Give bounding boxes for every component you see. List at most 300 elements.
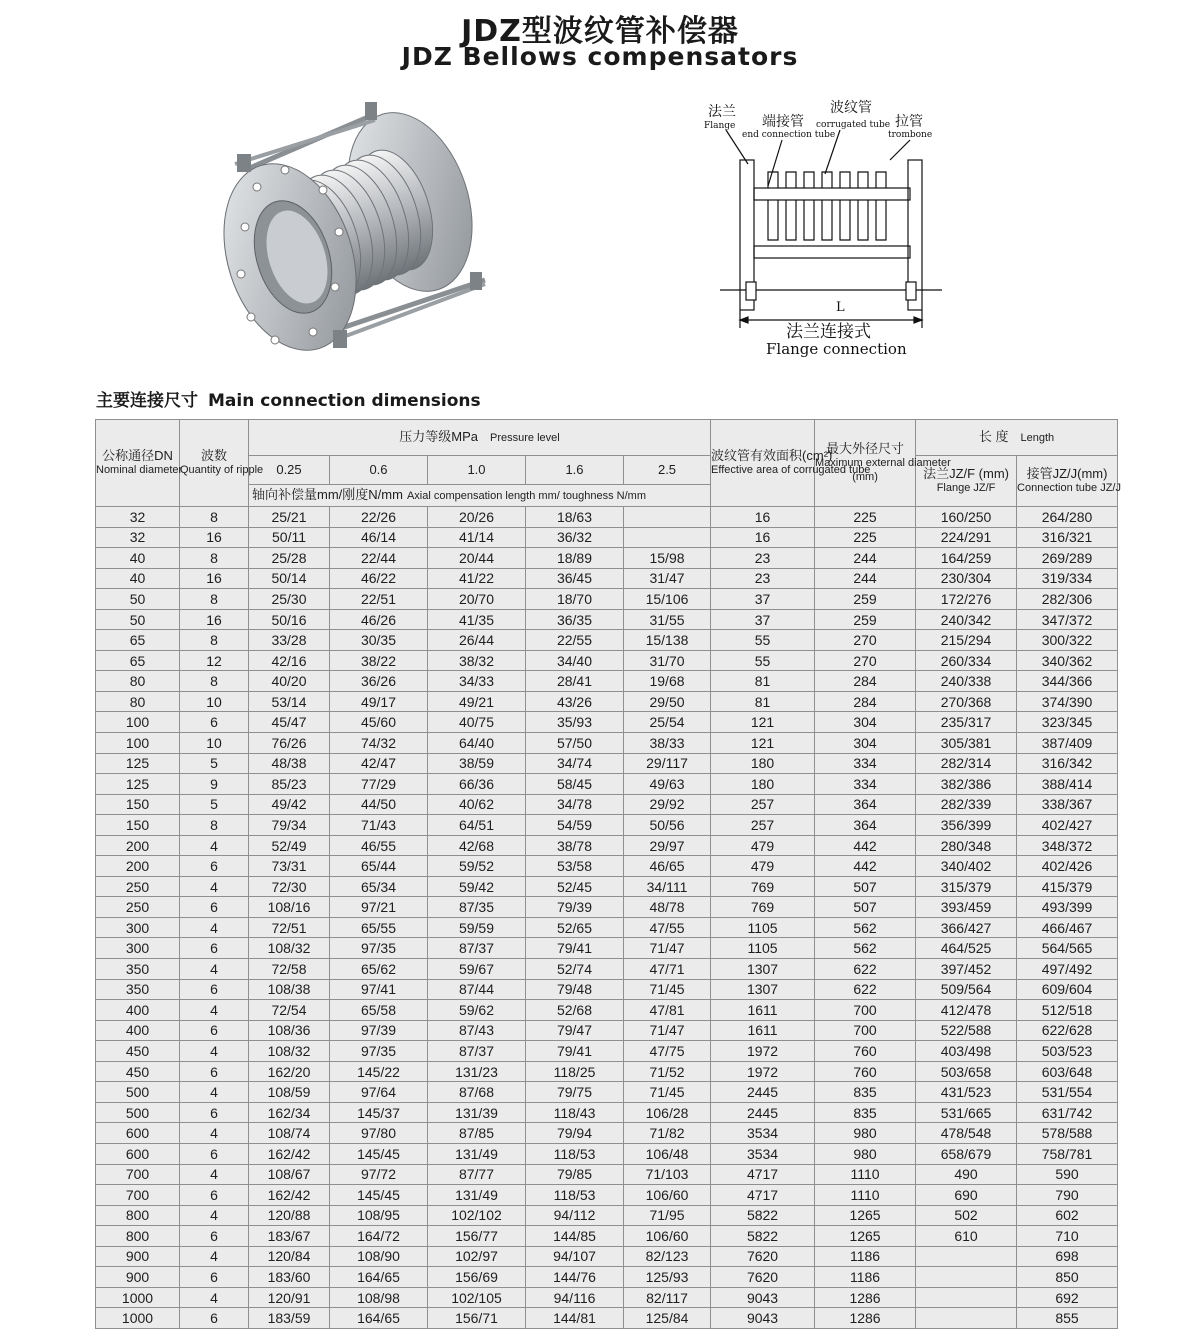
table-cell: 30/35	[330, 630, 428, 651]
table-cell: 315/379	[916, 876, 1017, 897]
table-row	[96, 1102, 1118, 1123]
header-pressure-1: 0.6	[330, 456, 428, 485]
table-cell: 108/38	[249, 979, 330, 1000]
table-cell: 59/59	[428, 917, 526, 938]
table-cell: 150	[96, 794, 180, 815]
table-cell: 4	[180, 1041, 249, 1062]
table-cell: 348/372	[1017, 835, 1118, 856]
table-row	[96, 815, 1118, 836]
table-cell: 164/259	[916, 548, 1017, 569]
table-cell: 22/26	[330, 507, 428, 528]
table-cell: 76/26	[249, 733, 330, 754]
table-cell: 1110	[815, 1185, 916, 1206]
table-cell: 603/648	[1017, 1061, 1118, 1082]
table-cell: 6	[180, 1185, 249, 1206]
table-cell: 6	[180, 1102, 249, 1123]
table-cell: 700	[815, 1000, 916, 1021]
table-cell: 698	[1017, 1246, 1118, 1267]
table-cell: 25/30	[249, 589, 330, 610]
table-row	[96, 589, 1118, 610]
table-cell: 356/399	[916, 815, 1017, 836]
table-cell: 156/69	[428, 1267, 526, 1288]
table-cell: 42/68	[428, 835, 526, 856]
table-cell: 478/548	[916, 1123, 1017, 1144]
table-cell	[916, 1267, 1017, 1288]
table-cell: 340/402	[916, 856, 1017, 877]
table-cell: 15/138	[624, 630, 711, 651]
table-cell: 49/42	[249, 794, 330, 815]
table-cell: 503/523	[1017, 1041, 1118, 1062]
table-row	[96, 1000, 1118, 1021]
table-cell: 66/36	[428, 774, 526, 795]
table-cell: 125	[96, 753, 180, 774]
table-cell: 41/14	[428, 527, 526, 548]
table-cell: 347/372	[1017, 609, 1118, 630]
header-dn: 公称通径DN Nominal diameter	[96, 420, 180, 507]
table-cell: 106/60	[624, 1185, 711, 1206]
table-row	[96, 1185, 1118, 1206]
table-cell: 497/492	[1017, 959, 1118, 980]
table-cell: 631/742	[1017, 1102, 1118, 1123]
table-cell: 53/14	[249, 691, 330, 712]
label-end-tube-cn: 端接管	[762, 114, 804, 130]
table-cell: 509/564	[916, 979, 1017, 1000]
table-cell: 270	[815, 630, 916, 651]
table-cell: 382/386	[916, 774, 1017, 795]
table-cell: 162/20	[249, 1061, 330, 1082]
label-flange-cn: 法兰	[708, 104, 736, 120]
section-title-cn: 主要连接尺寸	[96, 391, 198, 411]
table-cell: 658/679	[916, 1143, 1017, 1164]
table-cell: 65	[96, 650, 180, 671]
table-row	[96, 774, 1118, 795]
table-cell: 22/44	[330, 548, 428, 569]
table-row	[96, 568, 1118, 589]
table-cell: 6	[180, 1143, 249, 1164]
table-cell: 6	[180, 897, 249, 918]
table-cell: 52/74	[526, 959, 624, 980]
table-cell: 602	[1017, 1205, 1118, 1226]
table-cell: 10	[180, 733, 249, 754]
table-row	[96, 938, 1118, 959]
table-cell: 790	[1017, 1185, 1118, 1206]
table-cell: 46/26	[330, 609, 428, 630]
table-cell: 855	[1017, 1308, 1118, 1329]
table-cell: 305/381	[916, 733, 1017, 754]
table-cell: 162/34	[249, 1102, 330, 1123]
table-cell: 40/75	[428, 712, 526, 733]
table-cell: 1000	[96, 1287, 180, 1308]
table-row	[96, 1041, 1118, 1062]
table-cell: 9043	[711, 1308, 815, 1329]
table-cell: 97/35	[330, 1041, 428, 1062]
table-cell: 1105	[711, 938, 815, 959]
table-cell: 257	[711, 815, 815, 836]
table-cell: 164/65	[330, 1267, 428, 1288]
table-cell: 125/84	[624, 1308, 711, 1329]
table-cell: 100	[96, 712, 180, 733]
table-cell	[916, 1308, 1017, 1329]
table-cell: 1972	[711, 1061, 815, 1082]
table-cell: 7620	[711, 1246, 815, 1267]
table-cell: 4	[180, 1123, 249, 1144]
table-cell: 323/345	[1017, 712, 1118, 733]
table-cell: 364	[815, 815, 916, 836]
table-cell: 980	[815, 1143, 916, 1164]
table-cell: 121	[711, 733, 815, 754]
table-cell: 564/565	[1017, 938, 1118, 959]
header-length: 长 度 Length	[916, 420, 1118, 456]
header-ripple: 波数 Quantity of ripple	[180, 420, 249, 507]
table-cell: 97/64	[330, 1082, 428, 1103]
table-cell: 87/37	[428, 938, 526, 959]
table-cell: 145/45	[330, 1143, 428, 1164]
table-row	[96, 753, 1118, 774]
table-cell: 2445	[711, 1102, 815, 1123]
table-row	[96, 630, 1118, 651]
table-cell: 65/34	[330, 876, 428, 897]
table-cell: 531/665	[916, 1102, 1017, 1123]
table-cell: 316/321	[1017, 527, 1118, 548]
table-cell: 37	[711, 589, 815, 610]
table-cell: 36/26	[330, 671, 428, 692]
table-cell: 72/30	[249, 876, 330, 897]
table-cell: 4	[180, 959, 249, 980]
table-cell	[916, 1246, 1017, 1267]
table-cell: 87/68	[428, 1082, 526, 1103]
table-cell: 108/36	[249, 1020, 330, 1041]
table-cell: 34/78	[526, 794, 624, 815]
table-cell: 145/22	[330, 1061, 428, 1082]
table-cell: 50/56	[624, 815, 711, 836]
table-cell: 108/98	[330, 1287, 428, 1308]
table-cell: 180	[711, 753, 815, 774]
table-cell: 200	[96, 835, 180, 856]
table-cell: 284	[815, 671, 916, 692]
table-cell: 118/53	[526, 1143, 624, 1164]
table-cell: 4	[180, 1082, 249, 1103]
table-cell: 25/54	[624, 712, 711, 733]
table-cell: 118/53	[526, 1185, 624, 1206]
table-row	[96, 1267, 1118, 1288]
table-cell: 180	[711, 774, 815, 795]
table-cell: 40	[96, 548, 180, 569]
table-cell: 760	[815, 1041, 916, 1062]
table-cell: 366/427	[916, 917, 1017, 938]
table-cell: 79/41	[526, 1041, 624, 1062]
table-cell: 81	[711, 691, 815, 712]
table-cell: 240/342	[916, 609, 1017, 630]
table-cell: 200	[96, 856, 180, 877]
table-cell: 74/32	[330, 733, 428, 754]
table-cell: 79/47	[526, 1020, 624, 1041]
table-cell: 334	[815, 753, 916, 774]
table-cell: 4	[180, 1205, 249, 1226]
table-cell: 235/317	[916, 712, 1017, 733]
table-cell: 431/523	[916, 1082, 1017, 1103]
table-row	[96, 671, 1118, 692]
table-cell: 6	[180, 712, 249, 733]
table-row	[96, 712, 1118, 733]
table-cell: 34/74	[526, 753, 624, 774]
table-cell: 10	[180, 691, 249, 712]
table-cell: 48/78	[624, 897, 711, 918]
table-cell: 5	[180, 794, 249, 815]
table-cell: 50/14	[249, 568, 330, 589]
table-row	[96, 1226, 1118, 1247]
table-cell: 490	[916, 1164, 1017, 1185]
table-cell: 6	[180, 1226, 249, 1247]
table-cell: 835	[815, 1082, 916, 1103]
table-cell: 15/98	[624, 548, 711, 569]
table-cell: 387/409	[1017, 733, 1118, 754]
table-cell: 71/82	[624, 1123, 711, 1144]
table-cell: 38/59	[428, 753, 526, 774]
table-cell: 500	[96, 1082, 180, 1103]
table-cell: 156/77	[428, 1226, 526, 1247]
table-cell: 46/65	[624, 856, 711, 877]
table-cell: 79/94	[526, 1123, 624, 1144]
table-cell: 94/107	[526, 1246, 624, 1267]
structure-diagram	[690, 96, 950, 366]
table-cell: 25/21	[249, 507, 330, 528]
table-cell: 22/55	[526, 630, 624, 651]
table-cell: 4	[180, 1164, 249, 1185]
table-cell: 23	[711, 548, 815, 569]
table-cell: 344/366	[1017, 671, 1118, 692]
label-connection-cn: 法兰连接式	[786, 322, 871, 342]
table-cell: 800	[96, 1205, 180, 1226]
table-cell: 79/75	[526, 1082, 624, 1103]
table-cell: 304	[815, 733, 916, 754]
table-cell: 97/72	[330, 1164, 428, 1185]
table-cell: 102/97	[428, 1246, 526, 1267]
table-cell: 47/81	[624, 1000, 711, 1021]
table-cell: 72/54	[249, 1000, 330, 1021]
table-cell: 225	[815, 527, 916, 548]
table-cell: 150	[96, 815, 180, 836]
table-cell: 65/44	[330, 856, 428, 877]
table-cell: 97/80	[330, 1123, 428, 1144]
table-cell: 503/658	[916, 1061, 1017, 1082]
table-cell: 4717	[711, 1164, 815, 1185]
table-row	[96, 1143, 1118, 1164]
table-cell: 6	[180, 1267, 249, 1288]
table-cell: 769	[711, 897, 815, 918]
table-cell: 71/43	[330, 815, 428, 836]
table-cell: 131/39	[428, 1102, 526, 1123]
table-cell: 4	[180, 1000, 249, 1021]
table-cell: 6	[180, 1020, 249, 1041]
table-cell: 71/52	[624, 1061, 711, 1082]
table-cell: 304	[815, 712, 916, 733]
table-row	[96, 1308, 1118, 1329]
table-cell: 622/628	[1017, 1020, 1118, 1041]
table-cell: 108/59	[249, 1082, 330, 1103]
table-cell: 108/90	[330, 1246, 428, 1267]
table-cell: 350	[96, 979, 180, 1000]
table-cell: 55	[711, 630, 815, 651]
table-cell: 609/604	[1017, 979, 1118, 1000]
table-cell: 65/62	[330, 959, 428, 980]
table-cell: 73/31	[249, 856, 330, 877]
table-cell: 350	[96, 959, 180, 980]
table-cell: 4	[180, 1287, 249, 1308]
table-cell: 319/334	[1017, 568, 1118, 589]
table-cell: 980	[815, 1123, 916, 1144]
label-corrugated-cn: 波纹管	[830, 100, 872, 116]
table-cell: 850	[1017, 1267, 1118, 1288]
table-row	[96, 733, 1118, 754]
table-cell: 4	[180, 876, 249, 897]
table-cell: 162/42	[249, 1185, 330, 1206]
table-cell: 224/291	[916, 527, 1017, 548]
table-cell: 15/106	[624, 589, 711, 610]
table-cell: 412/478	[916, 1000, 1017, 1021]
table-cell: 108/32	[249, 938, 330, 959]
table-cell: 52/45	[526, 876, 624, 897]
table-cell: 1105	[711, 917, 815, 938]
table-cell: 42/16	[249, 650, 330, 671]
table-cell: 59/62	[428, 1000, 526, 1021]
table-cell: 340/362	[1017, 650, 1118, 671]
table-cell: 5822	[711, 1226, 815, 1247]
table-cell: 450	[96, 1061, 180, 1082]
table-cell: 8	[180, 589, 249, 610]
table-cell: 4717	[711, 1185, 815, 1206]
header-pressure: 压力等级MPa Pressure level	[249, 420, 711, 456]
table-cell: 8	[180, 548, 249, 569]
table-cell: 244	[815, 548, 916, 569]
table-cell: 12	[180, 650, 249, 671]
table-row	[96, 1205, 1118, 1226]
table-cell: 47/75	[624, 1041, 711, 1062]
table-cell: 393/459	[916, 897, 1017, 918]
table-cell: 5	[180, 753, 249, 774]
header-area: 波纹管有效面积(cm²) Effective area of corrugated tube	[711, 420, 815, 507]
table-cell: 49/17	[330, 691, 428, 712]
table-cell: 700	[96, 1164, 180, 1185]
table-cell: 282/339	[916, 794, 1017, 815]
table-cell: 282/314	[916, 753, 1017, 774]
table-row	[96, 691, 1118, 712]
table-cell: 215/294	[916, 630, 1017, 651]
table-cell: 106/48	[624, 1143, 711, 1164]
table-cell: 403/498	[916, 1041, 1017, 1062]
table-cell: 507	[815, 876, 916, 897]
label-corrugated-en: corrugated tube	[816, 120, 891, 130]
table-row	[96, 1287, 1118, 1308]
table-cell: 106/60	[624, 1226, 711, 1247]
table-cell: 700	[815, 1020, 916, 1041]
table-cell: 3534	[711, 1123, 815, 1144]
table-cell: 40	[96, 568, 180, 589]
table-cell: 36/32	[526, 527, 624, 548]
table-cell: 600	[96, 1123, 180, 1144]
table-cell: 7620	[711, 1267, 815, 1288]
table-cell: 106/28	[624, 1102, 711, 1123]
table-cell: 72/51	[249, 917, 330, 938]
table-cell: 53/58	[526, 856, 624, 877]
table-cell: 6	[180, 856, 249, 877]
table-cell: 43/26	[526, 691, 624, 712]
table-row	[96, 1246, 1118, 1267]
table-cell: 610	[916, 1226, 1017, 1247]
table-cell: 87/43	[428, 1020, 526, 1041]
table-cell: 57/50	[526, 733, 624, 754]
page-title-en: JDZ Bellows compensators	[401, 42, 799, 71]
table-cell: 71/47	[624, 1020, 711, 1041]
table-cell	[624, 507, 711, 528]
table-cell: 32	[96, 527, 180, 548]
table-row	[96, 1061, 1118, 1082]
table-cell: 260/334	[916, 650, 1017, 671]
table-cell: 64/51	[428, 815, 526, 836]
table-cell: 700	[96, 1185, 180, 1206]
table-cell: 5822	[711, 1205, 815, 1226]
table-cell: 19/68	[624, 671, 711, 692]
table-cell: 156/71	[428, 1308, 526, 1329]
table-cell: 65	[96, 630, 180, 651]
table-cell: 131/49	[428, 1143, 526, 1164]
table-cell: 622	[815, 959, 916, 980]
header-pressure-3: 1.6	[526, 456, 624, 485]
table-cell: 590	[1017, 1164, 1118, 1185]
table-row	[96, 917, 1118, 938]
table-cell: 87/37	[428, 1041, 526, 1062]
table-cell: 2445	[711, 1082, 815, 1103]
table-cell: 102/105	[428, 1287, 526, 1308]
table-cell: 71/45	[624, 979, 711, 1000]
table-cell: 244	[815, 568, 916, 589]
table-cell: 144/76	[526, 1267, 624, 1288]
table-cell: 300/322	[1017, 630, 1118, 651]
label-trombone-en: trombone	[888, 130, 933, 140]
table-cell: 82/123	[624, 1246, 711, 1267]
table-cell: 225	[815, 507, 916, 528]
table-cell: 108/16	[249, 897, 330, 918]
table-cell: 120/91	[249, 1287, 330, 1308]
table-cell: 25/28	[249, 548, 330, 569]
table-cell: 1000	[96, 1308, 180, 1329]
table-row	[96, 527, 1118, 548]
table-cell: 300	[96, 917, 180, 938]
table-cell: 172/276	[916, 589, 1017, 610]
table-cell: 50/11	[249, 527, 330, 548]
header-pressure-2: 1.0	[428, 456, 526, 485]
table-cell: 29/97	[624, 835, 711, 856]
table-cell: 578/588	[1017, 1123, 1118, 1144]
table-cell: 250	[96, 876, 180, 897]
table-cell: 397/452	[916, 959, 1017, 980]
header-pressure-4: 2.5	[624, 456, 711, 485]
table-cell: 502	[916, 1205, 1017, 1226]
table-cell: 512/518	[1017, 1000, 1118, 1021]
table-cell: 18/89	[526, 548, 624, 569]
table-row	[96, 959, 1118, 980]
table-cell: 49/63	[624, 774, 711, 795]
label-end-tube-en: end connection tube	[742, 130, 836, 140]
table-cell: 94/116	[526, 1287, 624, 1308]
table-cell: 900	[96, 1267, 180, 1288]
table-cell: 145/37	[330, 1102, 428, 1123]
table-cell: 280/348	[916, 835, 1017, 856]
table-cell: 38/78	[526, 835, 624, 856]
table-cell: 1307	[711, 959, 815, 980]
table-cell: 388/414	[1017, 774, 1118, 795]
table-cell: 259	[815, 609, 916, 630]
table-cell: 97/21	[330, 897, 428, 918]
